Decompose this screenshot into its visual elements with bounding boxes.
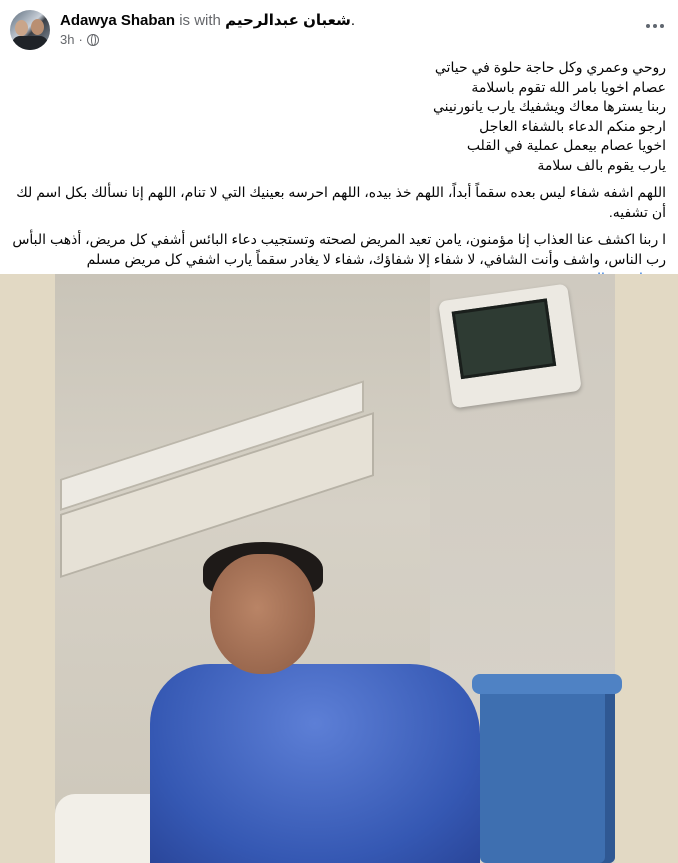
post-photo[interactable] xyxy=(0,274,678,863)
post-line: يارب يقوم بالف سلامة xyxy=(537,156,666,173)
author-line xyxy=(60,12,355,30)
post-header xyxy=(10,8,668,52)
bedside-cabinet xyxy=(480,684,615,863)
author-name[interactable]: Adawya Shaban xyxy=(60,12,176,29)
post-line: روحي وعمري وكل حاجة حلوة في حياتي xyxy=(434,59,666,75)
post-line: ربنا يسترها معاك ويشفيك يارب يانورنيني xyxy=(432,98,666,114)
post-line: ارجو منكم الدعاء بالشفاء العاجل xyxy=(479,117,666,134)
globe-icon[interactable] xyxy=(87,34,99,46)
prayer-paragraph-1: اللهم اشفه شفاء ليس بعده سقماً أبداً، اللهم خذ بيده، اللهم احرسه بعينيك التي لا تنام، اللهم إنا نسألك بكل اسم لك أن تشفيه. xyxy=(16,184,666,220)
post-text xyxy=(12,58,666,289)
post-meta: 3h · xyxy=(60,32,99,48)
post-time[interactable]: 3h xyxy=(60,32,75,47)
with-text: is with xyxy=(179,12,221,29)
patient-gown xyxy=(150,664,480,863)
post-line: عصام اخويا بامر الله تقوم باسلامة xyxy=(471,78,666,95)
patient-monitor xyxy=(438,283,582,408)
patient-face xyxy=(210,554,315,674)
more-options-icon[interactable] xyxy=(642,16,668,36)
author-avatar[interactable] xyxy=(10,10,50,50)
tagged-suffix: . xyxy=(350,12,356,29)
tagged-person[interactable]: شعبان عبدالرحيم xyxy=(225,12,351,29)
post-line: اخويا عصام بيعمل عملية في القلب xyxy=(466,137,666,153)
prayer-paragraph-2: ا ربنا اكشف عنا العذاب إنا مؤمنون، يامن تعيد المريض لصحته وتستجيب دعاء البائس أشفي كل مريض، أذهب البأس رب الناس، واشف وأنت الشافي، لا شفاء إلا شفاؤك، شفاء لا يغادر سقماً يارب اشفي كل مريض مسلم xyxy=(12,231,666,267)
